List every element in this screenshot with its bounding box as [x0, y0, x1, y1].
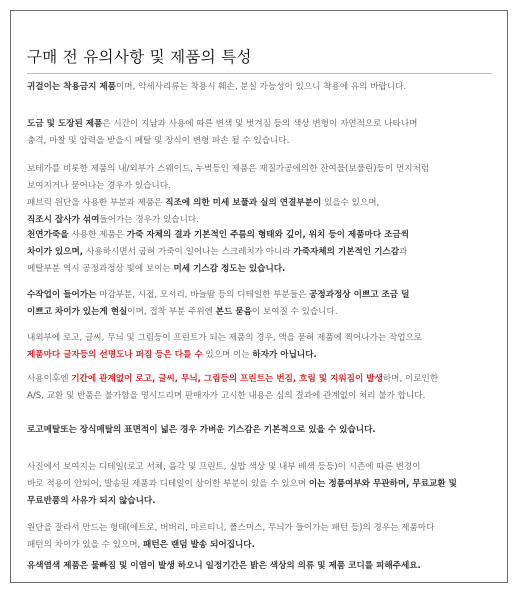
emphasis-text: 도금 및 도장된 제품	[27, 119, 103, 129]
notice-paragraph	[27, 116, 497, 150]
paragraph-line	[27, 133, 497, 150]
emphasis-text: 공정과정상 이쁘고 조금 덜	[309, 290, 410, 300]
notice-paragraph	[27, 161, 497, 229]
paragraph-line	[27, 537, 497, 554]
body-text: 충격, 마찰 및 압력을 받을시 메탈 및 장식이 변형 파손 될 수 있습니다.	[27, 136, 290, 146]
paragraph-line	[27, 330, 497, 347]
body-text: 이며, 접착 부분 주위엔	[127, 307, 216, 317]
body-text: 하며, 이로인한	[382, 374, 439, 384]
notice-paragraph	[27, 422, 497, 439]
page-title: 구매 전 유의사항 및 제품의 특성	[27, 48, 252, 66]
emphasis-text: 귀걸이는 착용금지 제품	[27, 82, 116, 92]
emphasis-text: 수작업이 들어가는	[27, 290, 97, 300]
body-text: 바로 적용이 안되어, 발송된 제품과 디테일이 상이한 부분이 있을 수 있으며	[27, 479, 309, 489]
paragraph-line	[27, 422, 497, 439]
paragraph-line	[27, 459, 497, 476]
emphasis-text: 천연가죽을	[27, 230, 72, 240]
body-text: 패브릭 원단을 사용한 부분과 제품은	[27, 198, 166, 208]
emphasis-text: 패턴은 랜덤 발송 되어집니다.	[143, 540, 255, 550]
paragraph-line	[27, 558, 497, 575]
paragraph-line	[27, 476, 497, 493]
paragraph-line	[27, 161, 497, 178]
body-text: 사용한 제품은	[71, 230, 127, 240]
paragraph-line	[27, 244, 497, 261]
body-text: 패턴의 차이가 있을 수 있으며,	[27, 540, 144, 550]
emphasis-text: 가죽자체의 기본적인 기스감	[293, 247, 399, 257]
title-divider	[27, 73, 492, 74]
paragraph-line	[27, 261, 497, 278]
notice-paragraph	[27, 287, 497, 321]
emphasis-text: 직조에 의한 미세 보풀과 실의 연결부분이	[165, 198, 322, 208]
paragraph-line	[27, 195, 497, 212]
emphasis-text: 차이가 있으며,	[27, 247, 87, 257]
body-text: 이며, 악세사리류는 착용시 훼손, 분실 가능성이 있으니 착용에 유의 바랍니다.	[116, 82, 407, 92]
emphasis-text: 직조시 잡사가 섞여	[27, 215, 100, 225]
paragraph-line	[27, 116, 497, 133]
notice-paragraph	[27, 79, 497, 96]
paragraph-line	[27, 371, 497, 388]
notice-paragraph	[27, 558, 497, 575]
body-text: 사용이후엔	[27, 374, 72, 384]
paragraph-line	[27, 178, 497, 195]
body-text: 보테가를 비롯한 제품의 내/외부가 스웨이드, 누벅등인 제품은 재질가공에의한 잔여물(보풀린)등이 먼지처럼	[27, 164, 430, 174]
body-text: A/S, 교환 및 반품은 불가함을 명시드리며 판매자가 고시한 내용은 심의 결과에 관계없이 처리 불가 합니다.	[27, 391, 426, 401]
body-text: 원단을 잘라서 만드는 형태(에트로, 버버리, 마르티니, 폴스미스, 무늬가 들어가는 패턴 등)의 경우는 제품마다	[27, 523, 435, 533]
body-text: 있으며 이는	[202, 350, 253, 360]
emphasis-text: 가죽 자체의 결과 기본적인 주름의 형태와 깊이, 위치 등이 제품마다 조금씩	[126, 230, 410, 240]
emphasis-text: 본드 묻음	[215, 307, 252, 317]
paragraph-line	[27, 304, 497, 321]
emphasis-text: 미세 기스감 정도는 있습니다.	[173, 264, 286, 274]
emphasis-text: 이쁘고 차이가 있는게 현실	[27, 307, 128, 317]
paragraph-line	[27, 287, 497, 304]
emphasis-text: 이는 정품여부와 무관하며, 무료교환 및	[308, 479, 457, 489]
paragraph-line	[27, 347, 497, 364]
body-text: 사진에서 보여지는 디테일(로고 서체, 음각 및 프린트, 실밥 색상 및 내부 배색 등등)이 시즌에 따른 변경이	[27, 462, 421, 472]
paragraph-line	[27, 520, 497, 537]
paragraph-line	[27, 227, 497, 244]
paragraph-line	[27, 388, 497, 405]
body-text: 내외부에 로고, 글씨, 무늬 및 그림등이 프린트가 되는 제품의 경우, 액을 묻혀 제품에 찍어나가는 작업으로	[27, 333, 423, 343]
notice-paragraph	[27, 330, 497, 364]
body-text: 이 보여질 수 있습니다.	[251, 307, 338, 317]
body-text: 마감부분, 시접, 모서리, 바늘땀 등의 디테일한 부분들은	[96, 290, 310, 300]
emphasis-text: 유색염색 제품은 물빠짐 및 이염이 발생 하오니 일정기간은 밝은 색상의 의류 및 제품 코디를 피해주세요.	[27, 561, 421, 571]
notice-paragraph	[27, 371, 497, 405]
highlight-text: 제품마다 글자등의 선명도나 퍼짐 등은 다를 수	[27, 350, 203, 360]
body-text: 보여지거나 묻어나는 경우가 있습니다.	[27, 181, 171, 191]
notice-paragraph	[27, 520, 497, 554]
body-text: 과	[399, 247, 408, 257]
emphasis-text: 무료반품의 사유가 되지 않습니다.	[27, 496, 156, 506]
body-text: 메탈부분 역시 공정과정상 빛에 보이는	[27, 264, 174, 274]
paragraph-line	[27, 79, 497, 96]
body-text: 사용하시면서 굽혀 가죽이 일어나는 스크레치가 아니라	[86, 247, 294, 257]
notice-paragraph	[27, 227, 497, 278]
body-text: 있을수 있으며,	[321, 198, 380, 208]
notice-paragraph	[27, 459, 497, 510]
highlight-text: 기간에 관계없이 로고, 글씨, 무늬, 그림등의 프린트는 번짐, 흐림 및 지워짐이 발생	[71, 374, 383, 384]
body-text: 은 시간이 지남과 사용에 따른 변색 및 벗겨짐 등의 색상 변형이 자연적으로 나타나며	[102, 119, 418, 129]
emphasis-text: 로고메탈또는 장식메탈의 표면적이 넓은 경우 가벼운 기스감은 기본적으로 있을 수 있습니다.	[27, 425, 376, 435]
body-text: 들어가는 경우가 있습니다.	[99, 215, 199, 225]
emphasis-text: 하자가 아닙니다.	[252, 350, 317, 360]
paragraph-line	[27, 493, 497, 510]
